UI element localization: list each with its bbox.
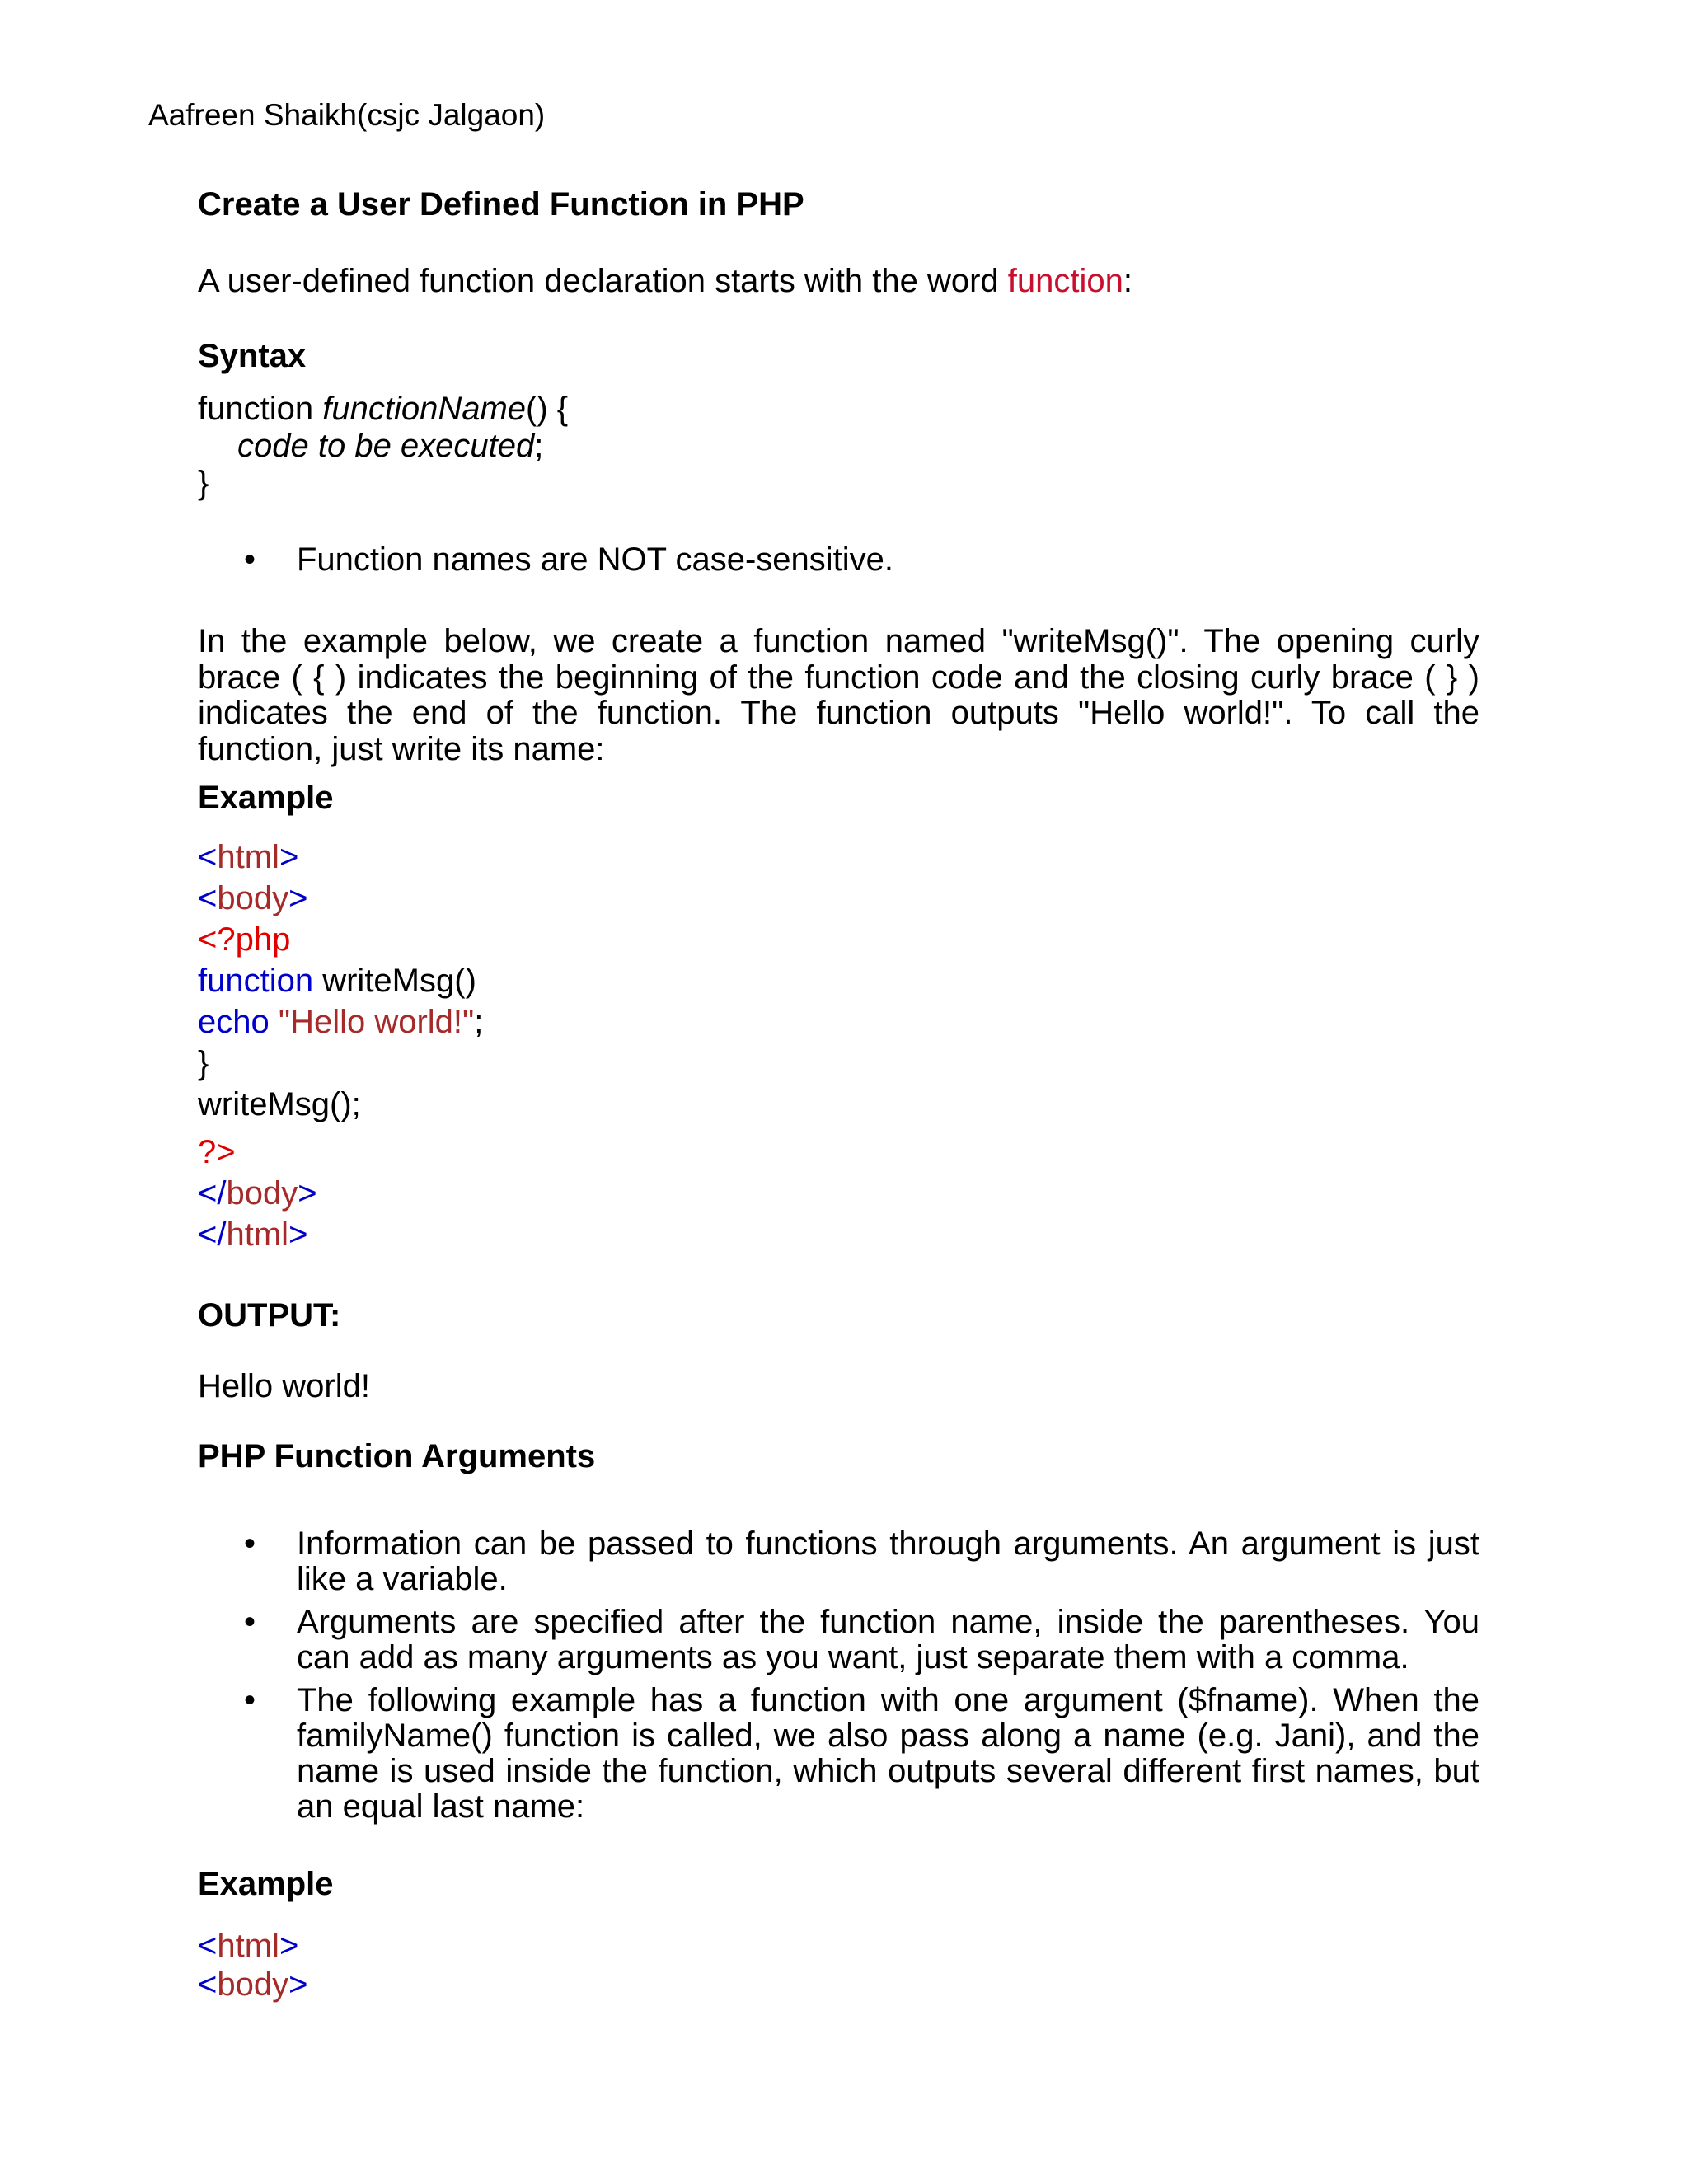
syntax-keyword: function bbox=[198, 391, 323, 427]
arguments-bullet-3: The following example has a function with one argument ($fname). When the familyName() function is called, we also pass along a name (e.g. Jani), and the name is used inside the function, which outputs several different first names, but an equal last name: bbox=[297, 1682, 1479, 1825]
arguments-title: PHP Function Arguments bbox=[198, 1438, 596, 1474]
code-block-1 bbox=[198, 837, 483, 1255]
intro-colon: : bbox=[1123, 263, 1132, 299]
example-heading: Example bbox=[198, 780, 334, 816]
syntax-line-1 bbox=[198, 391, 568, 428]
intro-text: A user-defined function declaration starts with the word bbox=[198, 263, 1008, 299]
arguments-bullet-1: Information can be passed to functions through arguments. An argument is just like a variable. bbox=[297, 1526, 1479, 1597]
syntax-block bbox=[198, 391, 568, 502]
bullet-case-sensitive: Function names are NOT case-sensitive. bbox=[297, 541, 894, 578]
arguments-bullet-2: Arguments are specified after the function name, inside the parentheses. You can add as many arguments as you want, just separate them with a comma. bbox=[297, 1604, 1479, 1675]
bullet-icon: • bbox=[244, 541, 256, 578]
code-line-close-brace: } bbox=[198, 1045, 209, 1081]
code-line-echo: echo "Hello world!"; bbox=[198, 1004, 484, 1040]
output-value: Hello world! bbox=[198, 1368, 370, 1404]
code-line-html-open: <html> bbox=[198, 839, 299, 875]
syntax-semicolon: ; bbox=[534, 428, 544, 464]
syntax-line-3: } bbox=[198, 465, 209, 501]
page-header: Aafreen Shaikh(csjc Jalgaon) bbox=[148, 98, 546, 132]
code-block-2 bbox=[198, 1927, 307, 2004]
code-line-body-open: <body> bbox=[198, 1966, 308, 2003]
code-line-body-close: </body> bbox=[198, 1175, 317, 1212]
code-line-php-close: ?> bbox=[198, 1134, 236, 1170]
output-heading: OUTPUT: bbox=[198, 1297, 341, 1333]
example-heading-2: Example bbox=[198, 1866, 334, 1902]
syntax-line-2 bbox=[198, 428, 568, 465]
code-line-php-open: <?php bbox=[198, 921, 291, 958]
code-line-body-open: <body> bbox=[198, 880, 308, 916]
code-line-html-open: <html> bbox=[198, 1928, 299, 1964]
syntax-heading: Syntax bbox=[198, 338, 307, 374]
code-line-function: function writeMsg() bbox=[198, 963, 476, 999]
section-title: Create a User Defined Function in PHP bbox=[198, 186, 804, 223]
bullet-icon: • bbox=[244, 1526, 256, 1562]
code-line-html-close: </html> bbox=[198, 1216, 308, 1253]
code-line-call: writeMsg(); bbox=[198, 1086, 361, 1122]
bullet-icon: • bbox=[244, 1682, 256, 1718]
example-description: In the example below, we create a function named "writeMsg()". The opening curly brace ( { ) indicates the beginning of the function code and the closing curly brace ( } ) indicates the end of the function. The function outputs "Hello world!". To call the function, just write its name: bbox=[198, 623, 1479, 767]
intro-line bbox=[198, 261, 1132, 301]
syntax-parens: () { bbox=[526, 391, 569, 427]
bullet-icon: • bbox=[244, 1604, 256, 1640]
syntax-function-name: functionName bbox=[322, 391, 527, 427]
intro-keyword: function bbox=[1007, 263, 1123, 299]
syntax-body: code to be executed bbox=[237, 428, 535, 464]
